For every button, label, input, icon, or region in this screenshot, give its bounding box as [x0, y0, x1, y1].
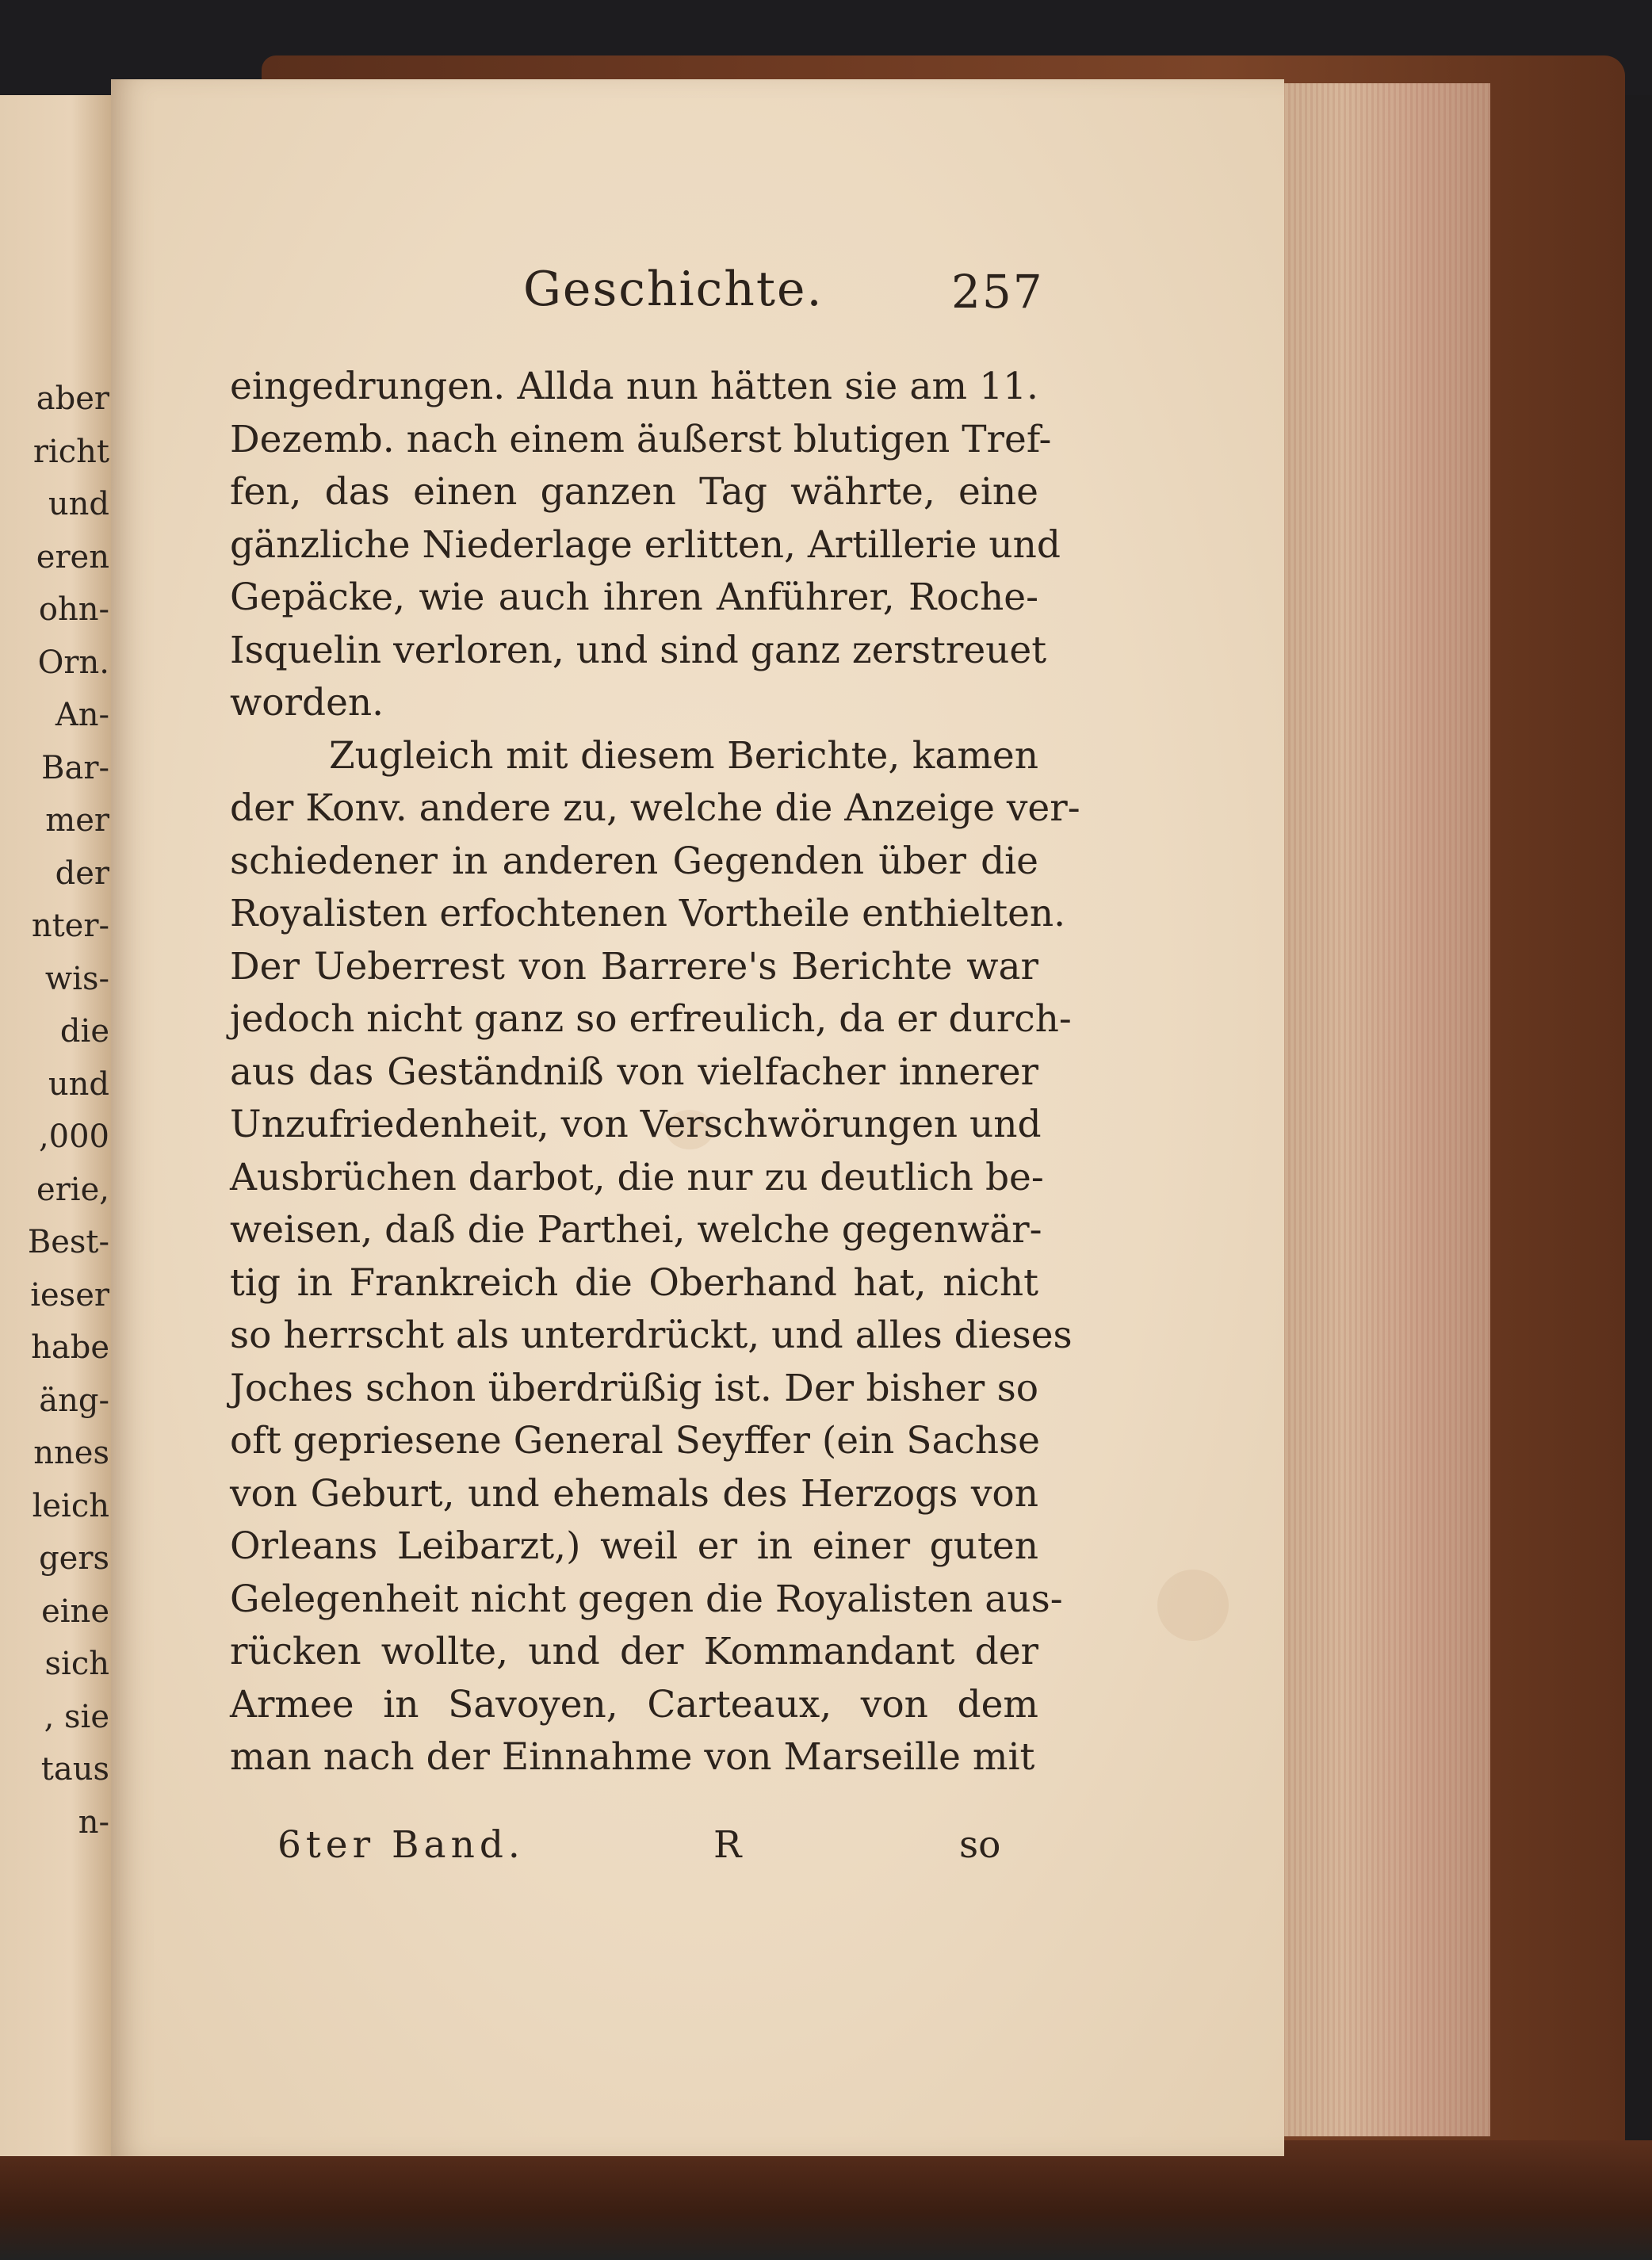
text-line: gänzliche Niederlage erlitten, Artillerie und: [230, 522, 1061, 567]
text-line: Dezemb. nach einem äußerst blutigen Tref-: [230, 417, 1052, 461]
text-line: worden.: [230, 681, 384, 725]
book-cover-bottom: [0, 2140, 1652, 2260]
left-page-fragment: eine: [41, 1593, 109, 1630]
paper-stain: [1157, 1570, 1229, 1641]
volume-signature: 6ter Band.: [277, 1823, 525, 1867]
text-line: tig in Frankreich die Oberhand hat, nicht: [230, 1260, 1038, 1305]
left-page-fragment: aber: [36, 380, 109, 417]
text-line: so herrscht als unterdrückt, und alles dieses: [230, 1314, 1073, 1357]
left-page-fragment: Best-: [27, 1224, 109, 1260]
left-page-fragment: wis-: [44, 960, 109, 997]
text-line: fen, das einen ganzen Tag währte, eine: [230, 470, 1038, 514]
text-line: jedoch nicht ganz so erfreulich, da er durch-: [230, 997, 1072, 1041]
left-page-fragment: mer: [45, 802, 109, 839]
left-page-fragment: erie,: [36, 1171, 109, 1208]
text-line: Unzufriedenheit, von Verschwörungen und: [230, 1103, 1042, 1146]
left-page-fragment: habe: [31, 1329, 109, 1366]
left-page-fragment: und: [48, 486, 109, 522]
left-page-fragment: leich: [32, 1487, 109, 1524]
sheet-signature: R: [713, 1823, 742, 1867]
text-line: Orleans Leibarzt,) weil er in einer guten: [230, 1524, 1038, 1568]
page-number: 257: [951, 265, 1044, 319]
text-line: aus das Geständniß von vielfacher innerer: [230, 1050, 1038, 1094]
left-page-fragment: nnes: [33, 1435, 109, 1471]
left-page-fragment: sich: [44, 1646, 109, 1682]
text-line: Isquelin verloren, und sind ganz zerstreuet: [230, 628, 1047, 672]
left-page-fragment: , sie: [44, 1698, 109, 1735]
catchword: so: [959, 1823, 1001, 1867]
left-page-fragment: Orn.: [37, 644, 109, 681]
page-footer: [230, 1823, 1038, 1879]
left-page-fragment: die: [59, 1013, 109, 1050]
text-line: weisen, daß die Parthei, welche gegenwär-: [230, 1208, 1042, 1252]
text-line: eingedrungen. Allda nun hätten sie am 11.: [230, 365, 1038, 408]
left-page-fragment: Bar-: [41, 749, 109, 786]
left-page-fragment: gers: [39, 1540, 109, 1577]
body-text: [230, 361, 1080, 1784]
text-line: Armee in Savoyen, Carteaux, von dem: [230, 1682, 1038, 1727]
left-page-fragment: ohn-: [38, 591, 109, 628]
text-line: Zugleich mit diesem Berichte, kamen: [329, 733, 1038, 778]
running-header: [111, 262, 1284, 325]
text-line: man nach der Einnahme von Marseille mit: [230, 1735, 1035, 1779]
left-page: [0, 95, 119, 2156]
text-line: schiedener in anderen Gegenden über die: [230, 839, 1038, 883]
text-line: der Konv. andere zu, welche die Anzeige ver-: [230, 786, 1080, 830]
left-page-fragment: ,000: [38, 1119, 109, 1155]
left-page-fragment: ieser: [30, 1276, 109, 1314]
text-line: Gelegenheit nicht gegen die Royalisten aus-: [230, 1577, 1063, 1621]
text-line: Der Ueberrest von Barrere's Berichte war: [230, 944, 1038, 989]
left-page-fragment: und: [48, 1065, 109, 1103]
text-line: Royalisten erfochtenen Vortheile enthielten.: [230, 892, 1066, 935]
text-line: rücken wollte, und der Kommandant der: [230, 1630, 1038, 1673]
left-page-fragment: An-: [55, 697, 109, 733]
left-page-fragment: der: [55, 855, 109, 892]
left-page-fragment: taus: [40, 1751, 109, 1788]
left-page-fragment: n-: [78, 1803, 109, 1841]
running-title: Geschichte.: [523, 262, 824, 317]
text-line: von Geburt, und ehemals des Herzogs von: [230, 1471, 1038, 1516]
text-line: Joches schon überdrüßig ist. Der bisher so: [230, 1366, 1038, 1410]
left-page-fragment: äng-: [39, 1382, 109, 1419]
page-edges: [1260, 83, 1490, 2136]
left-page-fragment: eren: [36, 538, 109, 576]
text-line: oft gepriesene General Seyffer (ein Sachse: [230, 1419, 1040, 1463]
left-page-fragment: nter-: [31, 908, 109, 944]
left-page-fragment: richt: [33, 433, 109, 470]
text-line: Ausbrüchen darbot, die nur zu deutlich be-: [230, 1155, 1044, 1199]
text-line: Gepäcke, wie auch ihren Anführer, Roche-: [230, 576, 1038, 619]
